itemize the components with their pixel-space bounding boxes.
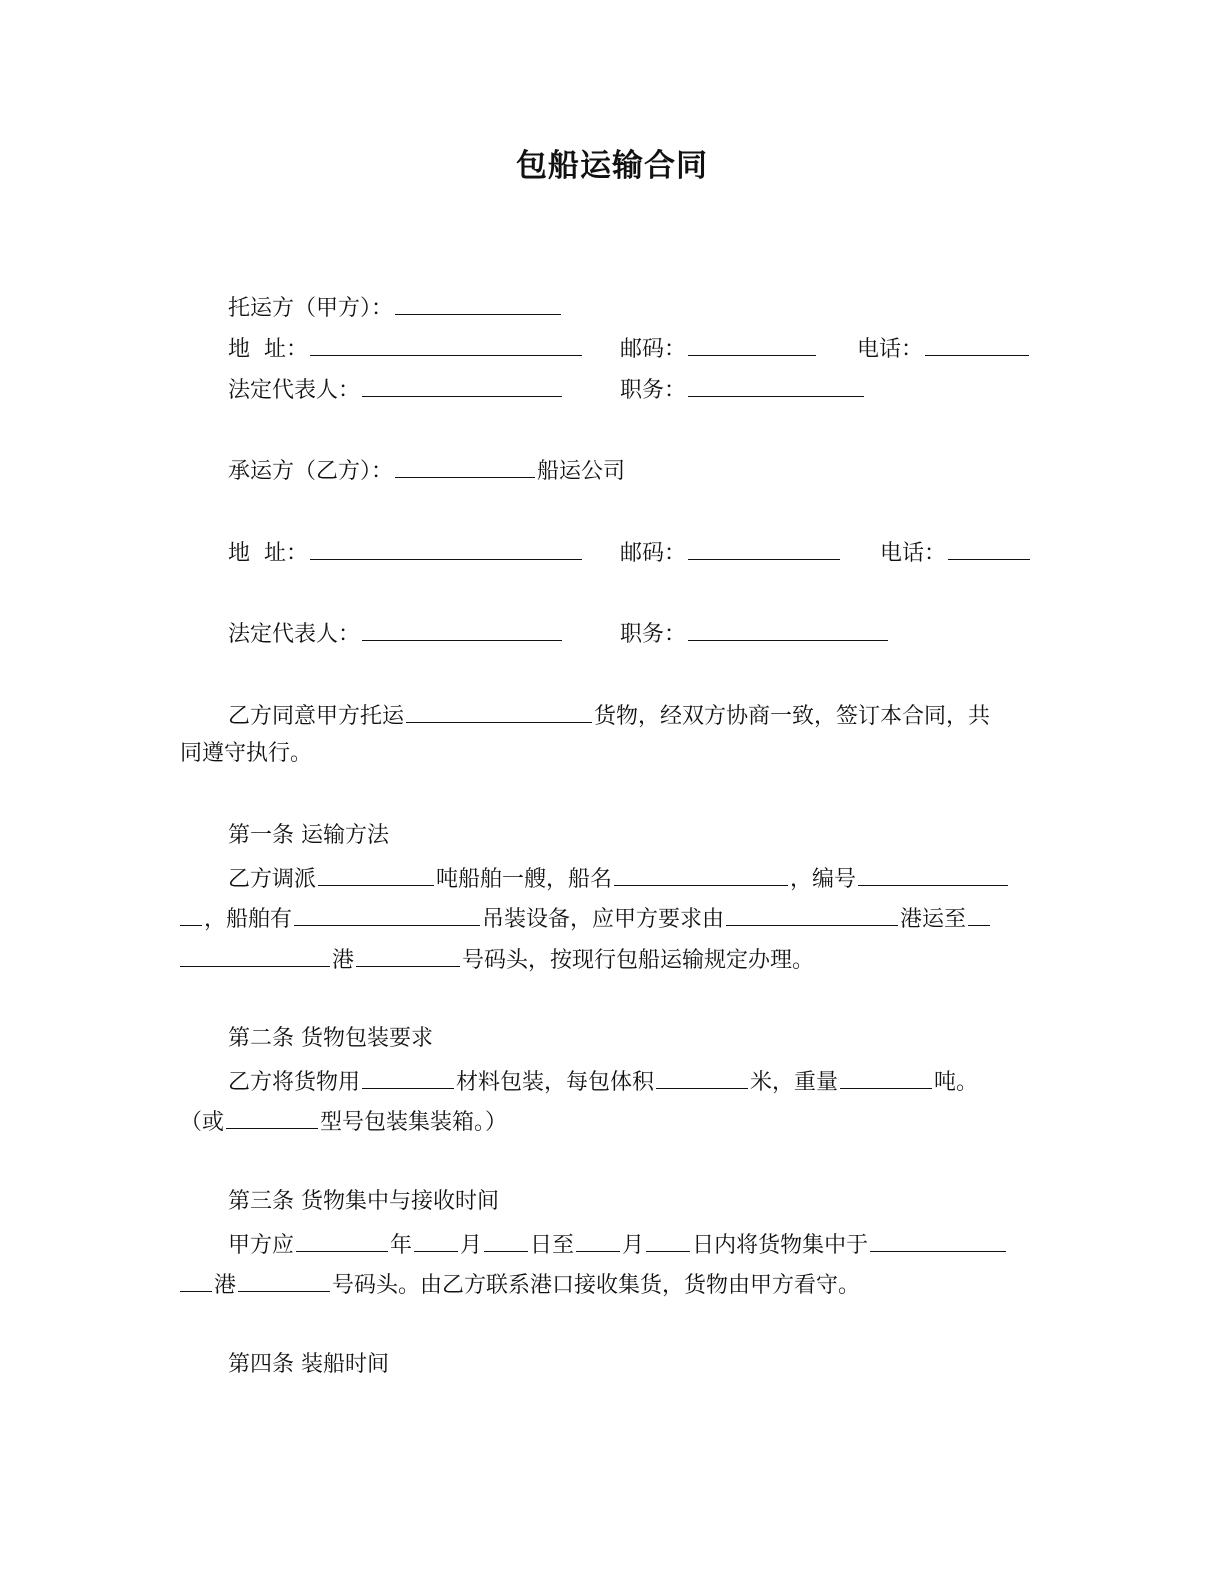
destination-port-blank-cont[interactable]: [180, 942, 330, 967]
article-3-text-h: 号码头。由乙方联系港口接收集货，货物由甲方看守。: [332, 1273, 861, 1298]
package-volume-blank[interactable]: [656, 1064, 748, 1089]
ship-tonnage-blank[interactable]: [318, 861, 434, 886]
intro-text-3: 同遵守执行。: [180, 741, 313, 766]
party-a-phone-blank[interactable]: [925, 331, 1029, 356]
start-day-blank[interactable]: [484, 1227, 528, 1252]
document-title: 包船运输合同: [516, 148, 708, 184]
ship-number-blank[interactable]: [858, 861, 1008, 886]
party-b-rep-line: [228, 616, 1034, 648]
party-a-rep-blank[interactable]: [362, 372, 562, 397]
article-2-text-f: 型号包装集装箱。）: [320, 1110, 508, 1135]
party-b-name-blank[interactable]: [395, 453, 535, 478]
party-a-rep-label: 法定代表人：: [228, 378, 361, 403]
party-a-address-line: [228, 331, 1034, 363]
end-month-blank[interactable]: [576, 1227, 620, 1252]
party-b-phone-label: 电话：: [880, 541, 947, 566]
party-b-address-blank[interactable]: [310, 535, 582, 560]
collection-port-blank-cont[interactable]: [180, 1267, 212, 1292]
lifting-equipment-blank[interactable]: [294, 901, 480, 926]
article-2-line-2: [180, 1104, 507, 1136]
article-3-text-a: 甲方应: [228, 1233, 295, 1258]
party-b-address-line: [228, 535, 1034, 567]
party-a-phone-label: 电话：: [857, 337, 924, 362]
party-b-phone-blank[interactable]: [948, 535, 1030, 560]
intro-goods-blank[interactable]: [406, 698, 592, 723]
article-3-line-2: [180, 1267, 860, 1299]
ship-number-blank-cont[interactable]: [180, 901, 202, 926]
article-1-text-e: 吊装设备，应甲方要求由: [482, 907, 725, 932]
article-3-text-g: 港: [214, 1273, 237, 1298]
wharf-number-blank[interactable]: [356, 942, 460, 967]
party-b-label: 承运方（乙方）：: [228, 459, 394, 484]
article-1-text-b: 吨船舶一艘，船名: [436, 867, 613, 892]
article-3-text-b: 年: [390, 1233, 413, 1258]
article-3-text-d: 日至: [530, 1233, 575, 1258]
article-1-text-d: ，船舶有: [204, 907, 293, 932]
article-2-line-1: [228, 1064, 978, 1096]
article-3-text-f: 日内将货物集中于: [692, 1233, 869, 1258]
article-2-text-b: 材料包装，每包体积: [456, 1070, 655, 1095]
end-day-blank[interactable]: [646, 1227, 690, 1252]
party-a-address-label: 地 址：: [228, 337, 308, 362]
article-4-heading: 第四条 装船时间: [228, 1352, 389, 1377]
party-a-position-blank[interactable]: [688, 372, 864, 397]
ship-name-blank[interactable]: [614, 861, 788, 886]
article-1-line-3: [180, 942, 814, 974]
party-b-suffix: 船运公司: [537, 459, 626, 484]
article-1-text-c: ，编号: [790, 867, 857, 892]
article-2-text-d: 吨。: [934, 1070, 979, 1095]
intro-text-1: 乙方同意甲方托运: [228, 704, 405, 729]
intro-line-2: [180, 738, 312, 770]
intro-text-2: 货物，经双方协商一致，签订本合同，共: [594, 704, 991, 729]
party-a-label: 托运方（甲方）：: [228, 296, 394, 321]
party-b-rep-blank[interactable]: [362, 616, 562, 641]
article-1-line-1: [228, 861, 1010, 893]
party-b-postcode-blank[interactable]: [688, 535, 840, 560]
article-1-line-2: [180, 901, 992, 933]
article-2-text-c: 米，重量: [750, 1070, 839, 1095]
article-3-heading: 第三条 货物集中与接收时间: [228, 1189, 499, 1214]
party-b-address-label: 地 址：: [228, 541, 308, 566]
party-a-rep-line: [228, 372, 1034, 404]
article-3-line-1: [228, 1227, 1008, 1259]
destination-port-blank[interactable]: [968, 901, 990, 926]
party-a-position-label: 职务：: [620, 378, 687, 403]
party-b-rep-label: 法定代表人：: [228, 622, 361, 647]
collection-wharf-blank[interactable]: [238, 1267, 330, 1292]
party-b-position-blank[interactable]: [688, 616, 888, 641]
article-1-text-a: 乙方调派: [228, 867, 317, 892]
article-2-heading: 第二条 货物包装要求: [228, 1026, 433, 1051]
party-b-postcode-label: 邮码：: [620, 541, 687, 566]
article-1-text-g: 港: [332, 948, 355, 973]
party-a-line: [228, 290, 563, 322]
container-model-blank[interactable]: [226, 1104, 318, 1129]
article-3-text-c: 月: [460, 1233, 483, 1258]
party-b-position-label: 职务：: [620, 622, 687, 647]
party-a-name-blank[interactable]: [395, 290, 561, 315]
article-1-heading: 第一条 运输方法: [228, 823, 389, 848]
article-1-text-h: 号码头，按现行包船运输规定办理。: [462, 948, 815, 973]
intro-line-1: [228, 698, 990, 730]
article-1-text-f: 港运至: [900, 907, 967, 932]
start-month-blank[interactable]: [414, 1227, 458, 1252]
article-3-text-e: 月: [622, 1233, 645, 1258]
origin-port-blank[interactable]: [726, 901, 898, 926]
package-weight-blank[interactable]: [840, 1064, 932, 1089]
party-a-address-blank[interactable]: [310, 331, 582, 356]
party-a-postcode-blank[interactable]: [688, 331, 816, 356]
packing-material-blank[interactable]: [362, 1064, 454, 1089]
party-b-line: [228, 453, 625, 485]
article-2-text-e: （或: [180, 1110, 225, 1135]
article-2-text-a: 乙方将货物用: [228, 1070, 361, 1095]
party-a-postcode-label: 邮码：: [620, 337, 687, 362]
collection-port-blank[interactable]: [870, 1227, 1006, 1252]
year-blank[interactable]: [296, 1227, 388, 1252]
